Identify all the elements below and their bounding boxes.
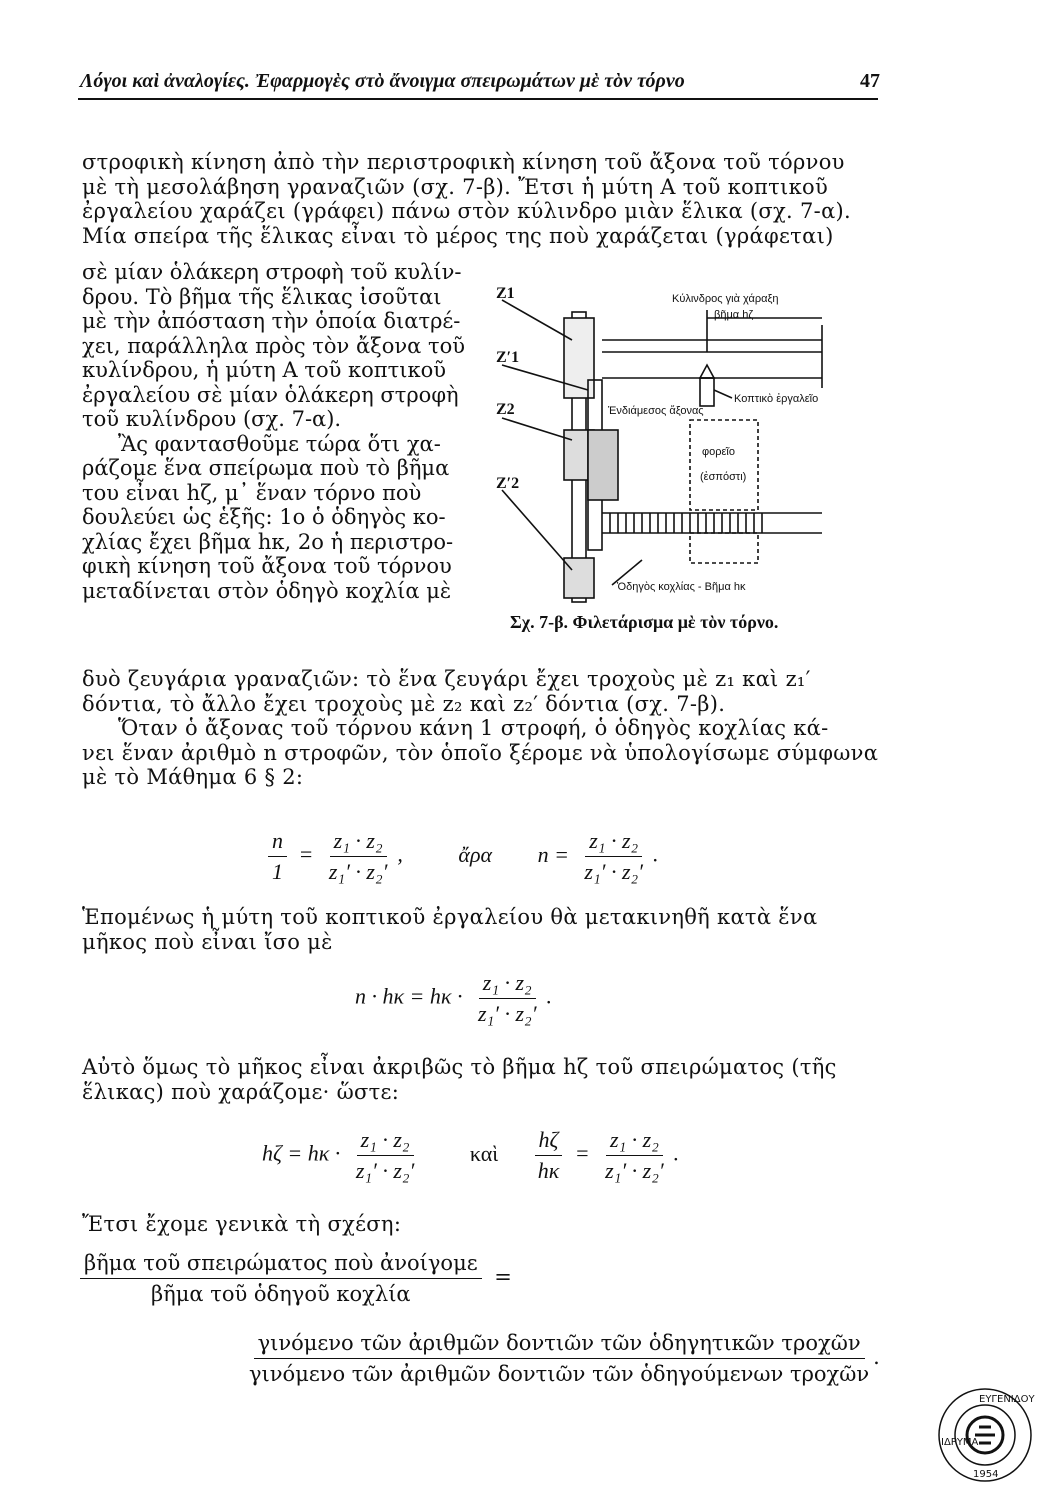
gear-z1 — [564, 318, 594, 398]
label-cylinder: Κύλινδρος γιὰ χάραξη — [672, 293, 779, 305]
eq2-den: z₁′ · z₂′ — [477, 1001, 537, 1026]
text-line: ἐργαλείου χαράζει (γράφει) πάνω στὸν κύλινδρο μιὰν ἕλικα (σχ. 7-α). — [82, 199, 852, 223]
label-carrier2: (ἐσπόστι) — [700, 471, 747, 483]
text-line: μὲ τὸ Μάθημα 6 § 2: — [82, 765, 304, 789]
eq3-frac-den: hκ — [537, 1158, 560, 1183]
header-rule — [78, 98, 878, 100]
page-number: 47 — [860, 70, 880, 92]
equation-2: n · hκ = hκ · $\frac{\text{z₁ · z₂}}{\text{z₁′ · z₂′}}$ . — [355, 970, 553, 1026]
eq1-n: n = — [537, 841, 569, 867]
paragraph-4 — [82, 1055, 837, 1104]
eq2-num: z₁ · z₂ — [479, 970, 536, 999]
eq1-den: z₁′ · z₂′ — [328, 859, 388, 884]
final-num-2: γινόμενο τῶν ἀριθμῶν δοντιῶν τῶν ὁδηγητικῶν τροχῶν — [254, 1330, 865, 1359]
figure-caption: Σχ. 7-β. Φιλετάρισμα μὲ τὸν τόρνο. — [510, 612, 779, 632]
text-line: μὲ τὴν ἀπόσταση τὴν ὁποία διατρέ- — [82, 309, 461, 333]
eq3-num: z₁ · z₂ — [357, 1127, 414, 1156]
label-z2p: Z′2 — [496, 475, 520, 492]
paragraph-3 — [82, 905, 817, 954]
eq3-den: z₁′ · z₂′ — [355, 1158, 415, 1183]
equation-3: hζ = hκ · $\frac{\text{z₁ · z₂}}{\text{z₁′ · z₂′}}$ καὶ $\frac{h\zeta}{h\kappa}$ = $\frac{\text{z₁ · z₂}}{\text{z₁′ · z₂′}}$ . — [262, 1127, 680, 1183]
label-z2: Z2 — [496, 401, 515, 418]
text-line: Ἑπομένως ἡ μύτη τοῦ κοπτικοῦ ἐργαλείου θὰ μετακινηθῆ κατὰ ἕνα — [82, 905, 818, 929]
eq3-num-2: z₁ · z₂ — [606, 1127, 663, 1156]
seal-top: ΕΥΓΕΝΙΔΟΥ — [979, 1394, 1035, 1405]
eq3-kai: καὶ — [469, 1140, 499, 1166]
narrow-column — [82, 260, 465, 603]
text-line: κυλίνδρου, ἡ μύτη Α τοῦ κοπτικοῦ — [82, 358, 446, 382]
text-line: Αὐτὸ ὅμως τὸ μῆκος εἶναι ἀκριβῶς τὸ βῆμα hζ τοῦ σπειρώματος (τῆς — [82, 1055, 837, 1079]
text-line: Μία σπείρα τῆς ἕλικας εἶναι τὸ μέρος της ποὺ χαράζεται (γράφεται) — [82, 223, 834, 248]
eq1-num: z₁ · z₂ — [330, 828, 387, 857]
final-den-1: βῆμα τοῦ ὁδηγοῦ κοχλία — [150, 1282, 411, 1306]
seal-year: 1954 — [973, 1469, 999, 1480]
foundation-seal — [935, 1385, 1035, 1485]
final-relation-2: $\frac{\text{γινόμενο τῶν ἀριθμῶν δοντιῶν τῶν ὁδηγητικῶν τροχῶν}}{\text{γινόμενο τῶν ἀριθμῶν δοντιῶν τῶν ὁδηγούμενων τροχῶν}}$ . — [245, 1330, 880, 1387]
eq1-den-2: z₁′ · z₂′ — [584, 859, 643, 884]
text-line: ἐργαλείου σὲ μίαν ὁλάκερη στροφὴ — [82, 382, 459, 407]
eq1-left-num: n — [268, 828, 287, 857]
text-line: Ἔτσι ἔχομε γενικὰ τὴ σχέση: — [82, 1212, 402, 1236]
eq3-frac-num: hζ — [535, 1127, 563, 1156]
label-pitch: βῆμα hζ — [714, 309, 754, 321]
text-line: μὲ τὴ μεσολάβηση γραναζιῶν (σχ. 7-β). Ἔτσι ἡ μύτη Α τοῦ κοπτικοῦ — [82, 174, 829, 199]
equation-1: $\frac{n}{1}$ = $\frac{\text{z₁ · z₂}}{\text{z₁′ · z₂′}}$ , ἄρα n = $\frac{\text{z₁ · z₂}}{\text{z₁′ · z₂′}}$ . — [262, 828, 658, 885]
text-line: μεταδίνεται στὸν ὁδηγὸ κοχλία μὲ — [82, 578, 452, 603]
text-line: δόντια, τὸ ἄλλο ἔχει τροχοὺς μὲ z₂ καὶ z₂′ δόντια (σχ. 7-β). — [82, 691, 726, 716]
lathe-figure — [492, 270, 892, 615]
final-num-1: βῆμα τοῦ σπειρώματος ποὺ ἀνοίγομε — [80, 1250, 482, 1279]
eq3-lhs: hζ = hκ · — [262, 1140, 341, 1166]
label-z1p: Z′1 — [496, 349, 520, 366]
gear-z2p — [564, 558, 594, 598]
text-line: ἕλικας) ποὺ χαράζομε· ὥστε: — [82, 1079, 400, 1104]
eq1-num-2: z₁ · z₂ — [585, 828, 642, 857]
text-line: του εἶναι hζ, μ᾽ ἕναν τόρνο ποὺ — [82, 480, 422, 505]
header-title: Λόγοι καὶ ἀναλογίες. Ἐφαρμογὲς στὸ ἄνοιγμα σπειρωμάτων μὲ τὸν τόρνο — [80, 70, 685, 92]
text-line: νει ἕναν ἀριθμὸ n στροφῶν, τὸν ὁποῖο ξέρομε νὰ ὑπολογίσωμε σύμφωνα — [82, 740, 879, 765]
text-line: Ἂς φαντασθοῦμε τώρα ὅτι χα- — [118, 431, 441, 456]
seal-left: ΙΔΡΥΜΑ — [941, 1437, 979, 1448]
text-line: μῆκος ποὺ εἶναι ἴσο μὲ — [82, 929, 333, 954]
text-line: φικὴ κίνηση τοῦ ἄξονα τοῦ τόρνου — [82, 554, 452, 578]
paragraph-2 — [82, 667, 878, 790]
text-line: ράζομε ἕνα σπείρωμα ποὺ τὸ βῆμα — [82, 456, 450, 480]
text-line: δρου. Τὸ βῆμα τῆς ἕλικας ἰσοῦται — [82, 284, 442, 309]
label-z1: Z1 — [496, 285, 515, 302]
final-relation-1: $\frac{\text{βῆμα τοῦ σπειρώματος ποὺ ἀνοίγομε}}{\text{βῆμα τοῦ ὁδηγοῦ κοχλία}}$ = — [80, 1250, 512, 1307]
text-line: δουλεύει ὡς ἑξῆς: 1ο ὁ ὁδηγὸς κο- — [82, 505, 446, 529]
paragraph-1 — [82, 150, 851, 248]
text-line: τοῦ κυλίνδρου (σχ. 7-α). — [82, 407, 342, 431]
text-line: χλίας ἔχει βῆμα hκ, 2ο ἡ περιστρο- — [82, 529, 454, 554]
eq3-den-2: z₁′ · z₂′ — [605, 1158, 664, 1183]
eq1-ara: ἄρα — [458, 841, 493, 867]
label-tool: Κοπτικὸ ἐργαλεῖο — [734, 393, 819, 405]
label-carrier: φορεῖο — [702, 446, 735, 458]
text-line: δυὸ ζευγάρια γραναζιῶν: τὸ ἕνα ζευγάρι ἔχει τροχοὺς μὲ z₁ καὶ z₁′ — [82, 667, 811, 691]
eq1-left-den: 1 — [272, 859, 283, 884]
gear-z1p — [588, 430, 618, 500]
running-header — [80, 70, 880, 93]
text-line: στροφικὴ κίνηση ἀπὸ τὴν περιστροφικὴ κίνηση τοῦ ἄξονα τοῦ τόρνου — [82, 150, 845, 174]
label-lead: Ὁδηγὸς κοχλίας - Βῆμα hκ — [617, 581, 746, 593]
text-line: Ὅταν ὁ ἄξονας τοῦ τόρνου κάνη 1 στροφή, ὁ ὁδηγὸς κοχλίας κά- — [118, 716, 829, 740]
text-line: χει, παράλληλα πρὸς τὸν ἄξονα τοῦ — [82, 333, 466, 358]
label-axis: Ἐνδιάμεσος ἄξονας — [608, 405, 704, 417]
final-den-2: γινόμενο τῶν ἀριθμῶν δοντιῶν τῶν ὁδηγούμενων τροχῶν — [249, 1362, 870, 1386]
text-line: σὲ μίαν ὁλάκερη στροφὴ τοῦ κυλίν- — [82, 260, 462, 284]
paragraph-5 — [82, 1212, 401, 1237]
eq2-lhs: n · hκ = hκ · — [355, 983, 463, 1009]
